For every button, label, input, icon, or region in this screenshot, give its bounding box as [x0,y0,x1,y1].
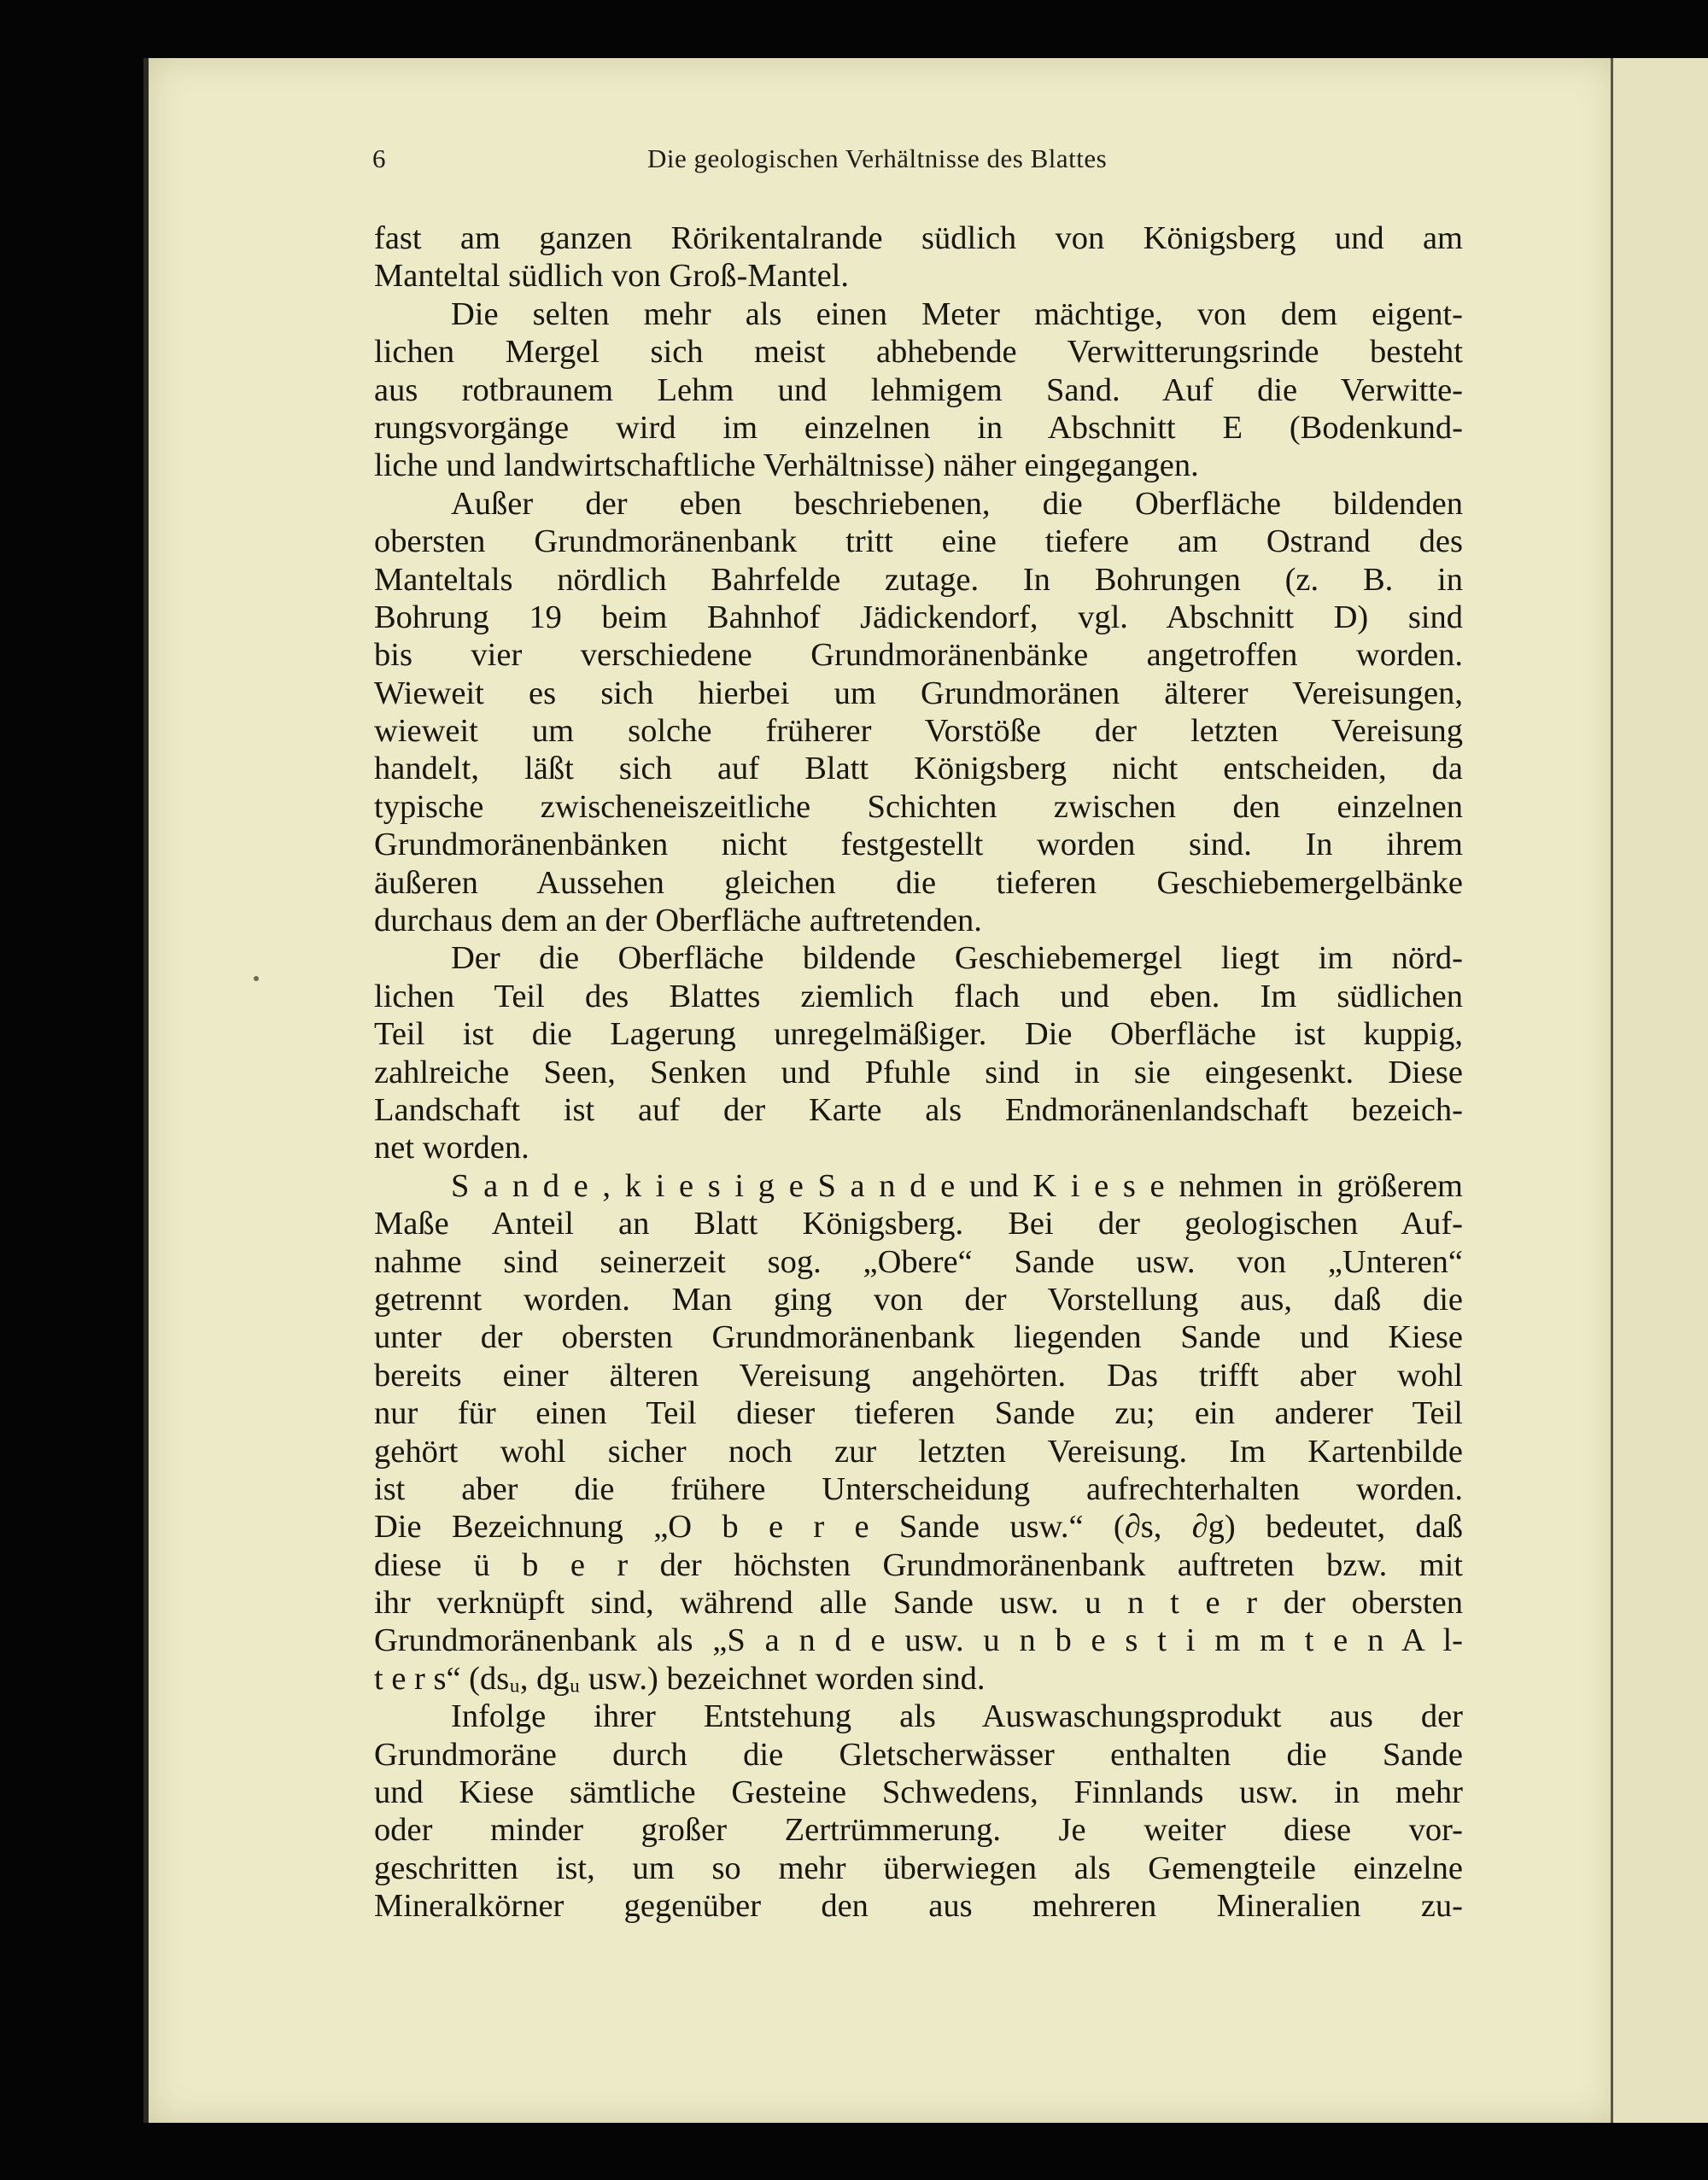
text-line: obersten Grundmoränenbank tritt eine tiefere am Ostrand des [374,523,1463,560]
text-line: Manteltals nördlich Bahrfelde zutage. In Bohrungen (z. B. in [374,561,1463,598]
text-line: Landschaft ist auf der Karte als Endmoränenlandschaft bezeich- [374,1091,1463,1128]
text-line: Die selten mehr als einen Meter mächtige, von dem eigent- [451,295,1463,332]
text-line: geschritten ist, um so mehr überwiegen als Gemengteile einzelne [374,1850,1463,1886]
paragraph [374,1698,1463,1925]
text-line: Teil ist die Lagerung unregelmäßiger. Die Oberfläche ist kuppig, [374,1016,1463,1053]
text-line: nahme sind seinerzeit sog. „Obere“ Sande usw. von „Unteren“ [374,1243,1463,1280]
text-line: bereits einer älteren Vereisung angehörten. Das trifft aber wohl [374,1357,1463,1394]
text-line: Infolge ihrer Entstehung als Auswaschungsprodukt aus der [451,1698,1463,1735]
text-line: Außer der eben beschriebenen, die Oberfläche bildenden [451,485,1463,522]
text-line: Bohrung 19 beim Bahnhof Jädickendorf, vgl. Abschnitt D) sind [374,599,1463,635]
text-line: Der die Oberfläche bildende Geschiebemergel liegt im nörd- [451,940,1463,977]
text-line: lichen Mergel sich meist abhebende Verwitterungsrinde besteht [374,334,1463,371]
text-line: aus rotbraunem Lehm und lehmigem Sand. Auf die Verwitte- [374,371,1463,408]
text-line: Die Bezeichnung „O b e r e Sande usw.“ (∂s, ∂g) bedeutet, daß [374,1509,1463,1546]
text-line: diese ü b e r der höchsten Grundmoränenbank auftreten bzw. mit [374,1546,1463,1583]
text-line: lichen Teil des Blattes ziemlich flach und eben. Im südlichen [374,978,1463,1014]
text-line: bis vier verschiedene Grundmoränenbänke angetroffen worden. [374,637,1463,674]
running-head: Die geologischen Verhältnisse des Blattes [647,143,1108,173]
text-line: äußeren Aussehen gleichen die tieferen Geschiebemergelbänke [374,864,1463,901]
paragraph [374,219,1463,295]
text-line: wieweit um solche früherer Vorstöße der letzten Vereisung [374,713,1463,750]
text-line: rungsvorgänge wird im einzelnen in Abschnitt E (Bodenkund- [374,409,1463,446]
text-line: Maße Anteil an Blatt Königsberg. Bei der geologischen Auf- [374,1206,1463,1242]
text-line: net worden. [374,1130,529,1166]
text-line: durchaus dem an der Oberfläche auftretenden. [374,903,982,939]
text-line: Grundmoränenbank als „S a n d e usw. u n b e s t i m m t e n A l- [374,1622,1463,1659]
text-line: nur für einen Teil dieser tieferen Sande zu; ein anderer Teil [374,1395,1463,1432]
paragraph [374,939,1463,1166]
text-line: liche und landwirtschaftliche Verhältnisse) näher eingegangen. [374,447,1199,484]
text-line: getrennt worden. Man ging von der Vorstellung aus, daß die [374,1281,1463,1318]
page-number: 6 [372,143,386,173]
paragraph [374,485,1463,940]
page-header [372,143,1465,183]
margin-speck [254,976,259,981]
text-line: gehört wohl sicher noch zur letzten Vereisung. Im Kartenbilde [374,1433,1463,1470]
text-line: Wieweit es sich hierbei um Grundmoränen älterer Vereisungen, [374,675,1463,711]
text-line: oder minder großer Zertrümmerung. Je weiter diese vor- [374,1812,1463,1849]
text-line: Grundmoränenbänken nicht festgestellt worden sind. In ihrem [374,827,1463,863]
text-line: zahlreiche Seen, Senken und Pfuhle sind in sie eingesenkt. Diese [374,1054,1463,1090]
text-line: Mineralkörner gegenüber den aus mehreren Mineralien zu- [374,1888,1463,1925]
text-line: fast am ganzen Rörikentalrande südlich von Königsberg und am [374,220,1463,256]
text-line: Grundmoräne durch die Gletscherwässer enthalten die Sande [374,1736,1463,1773]
text-line: handelt, läßt sich auf Blatt Königsberg nicht entscheiden, da [374,751,1463,787]
adjacent-page-edge [1611,58,1708,2123]
paragraph [374,295,1463,485]
body-text [374,219,1463,1926]
text-line: und Kiese sämtliche Gesteine Schwedens, Finnlands usw. in mehr [374,1774,1463,1811]
text-line: ist aber die frühere Unterscheidung aufrechterhalten worden. [374,1470,1463,1507]
text-line: ihr verknüpft sind, während alle Sande usw. u n t e r der obersten [374,1585,1463,1622]
paragraph [374,1167,1463,1698]
text-line: t e r s“ (dsᵤ, dgᵤ usw.) bezeichnet worden sind. [374,1660,986,1697]
text-line: S a n d e , k i e s i g e S a n d e und K i e s e nehmen in größerem [451,1167,1463,1204]
text-line: typische zwischeneiszeitliche Schichten zwischen den einzelnen [374,788,1463,825]
text-line: Manteltal südlich von Groß-Mantel. [374,258,849,295]
text-line: unter der obersten Grundmoränenbank liegenden Sande und Kiese [374,1319,1463,1356]
